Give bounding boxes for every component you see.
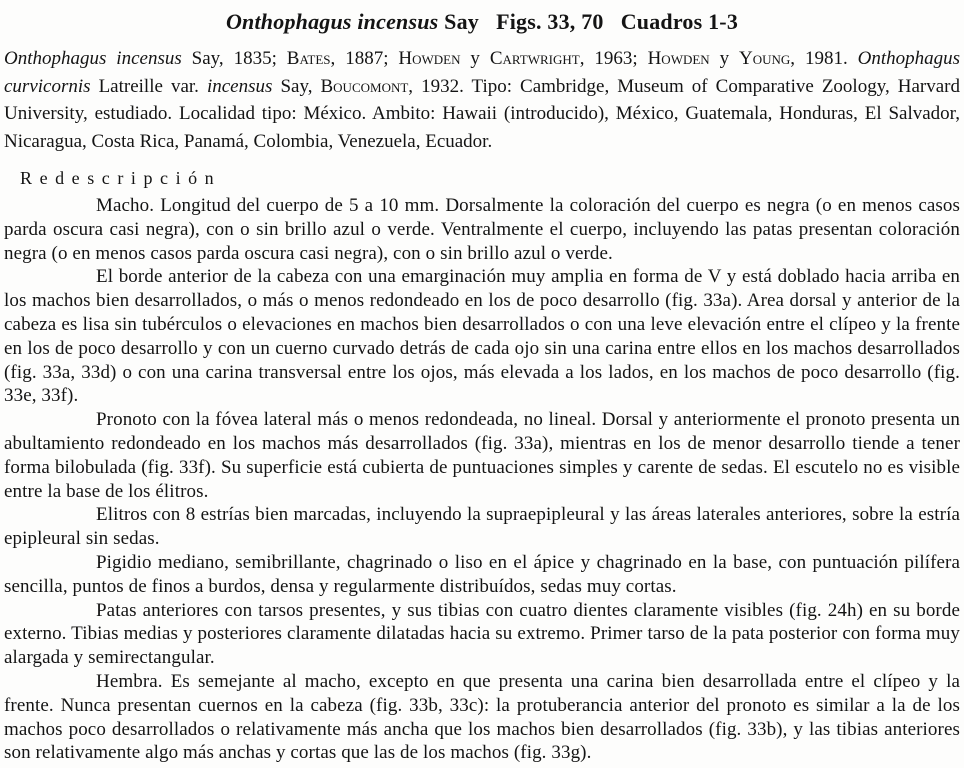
text-segment: , 1981.: [790, 48, 858, 69]
section-heading-redescripcion: Redescripción: [20, 168, 222, 188]
article-title: [4, 8, 960, 36]
paragraph-pronoto: Pronoto con la fóvea lateral más o menos redondeada, no lineal. Dorsal y anteriormente el pronoto presenta un abultamiento redondeado en los machos más desarrollados (fig. 33a), mientras en los de menor desarrollo tiende a tener forma bilobulada (fig. 33f). Su superficie está cubierta de puntuaciones simples y carente de sedas. El escutelo no es visible entre la base de los élitros.: [4, 409, 960, 502]
paragraph-pigidio: Pigidio mediano, semibrillante, chagrinado o liso en el ápice y chagrinado en la base, con puntuación pilífera sencilla, puntos de finos a burdos, densa y regularmente distribuídos, sedas muy cortas.: [4, 551, 960, 597]
text-segment: Say,: [272, 75, 321, 97]
text-segment: Young: [739, 48, 791, 69]
paragraph-cabeza: El borde anterior de la cabeza con una emarginación muy amplia en forma de V y está doblado hacia arriba en los machos bien desarrollados, o más o menos redondeado en los de poco desarrollo (fig. 33a). Area dorsal y anterior de la cabeza es lisa sin tubérculos o elevaciones en machos bien desarrollados o con una leve elevación entre el clípeo y la frente en los de poco desarrollo y con un cuerno curvado detrás de cada ojo sin una carina entre ellos en los machos desarrollados (fig. 33a, 33d) o con una carina transversal entre los ojos, más elevada a los lados, en los machos de poco desarrollo (fig. 33e, 33f).: [4, 266, 960, 407]
paragraph-patas: Patas anteriores con tarsos presentes, y sus tibias con cuatro dientes claramente visibles (fig. 24h) en su borde externo. Tibias medias y posteriores claramente dilatadas hacia su extremo. Primer tarso de la pata posterior con forma muy alargada y semirectangular.: [4, 599, 960, 669]
text-segment: Latreille var.: [90, 75, 207, 97]
synonymy-paragraph: [4, 45, 960, 155]
text-segment: Say, 1835;: [181, 48, 287, 69]
text-segment: Howden: [647, 48, 710, 69]
text-segment: incensus: [206, 75, 273, 97]
paragraph-elitros: Elitros con 8 estrías bien marcadas, incluyendo la supraepipleural y las áreas laterales anteriores, sobre la estría epipleural sin sedas.: [4, 504, 960, 550]
text-segment: Cartwright: [489, 48, 580, 69]
text-segment: Howden: [398, 48, 461, 69]
text-segment: Onthophagus curvicornis: [4, 48, 961, 97]
text-segment: Bates: [286, 48, 331, 69]
text-segment: Boucomont: [320, 75, 409, 97]
text-segment: Onthophagus incensus: [225, 9, 439, 34]
text-segment: , 1887;: [330, 48, 399, 69]
paragraph-macho: Macho. Longitud del cuerpo de 5 a 10 mm. Dorsalmente la coloración del cuerpo es negra (o en menos casos parda oscura casi negra), con o sin brillo azul o verde. Ventralmente el cuerpo, incluyendo las patas presentan coloración negra (o en menos casos parda oscura casi negra), con o sin brillo azul o verde.: [4, 195, 960, 264]
text-segment: Say Figs. 33, 70 Cuadros 1-3: [438, 9, 739, 34]
text-segment: , 1932. Tipo: Cambridge, Museum of Comparative Zoology, Harvard University, estudiado. Localidad tipo: México. Ambito: Hawaii (introducido), México, Guatemala, Honduras, El Salvador, Nicaragua, Costa Rica, Panamá, Colombia, Venezuela, Ecuador.: [4, 75, 960, 152]
text-segment: Onthophagus incensus: [4, 48, 182, 69]
paragraph-hembra: Hembra. Es semejante al macho, excepto en que presenta una carina bien desarrollada entre el clípeo y la frente. Nunca presentan cuernos en la cabeza (fig. 33b, 33c): la protuberancia anterior del pronoto es similar a la de los machos poco desarrollados o relativamente más ancha que los machos bien desarrollados (fig. 33b), y las tibias anteriores son relativamente algo más anchas y cortas que las de los machos (fig. 33g).: [4, 670, 960, 764]
text-segment: , 1963;: [579, 48, 648, 69]
text-segment: y: [709, 48, 740, 69]
text-segment: y: [460, 48, 490, 69]
